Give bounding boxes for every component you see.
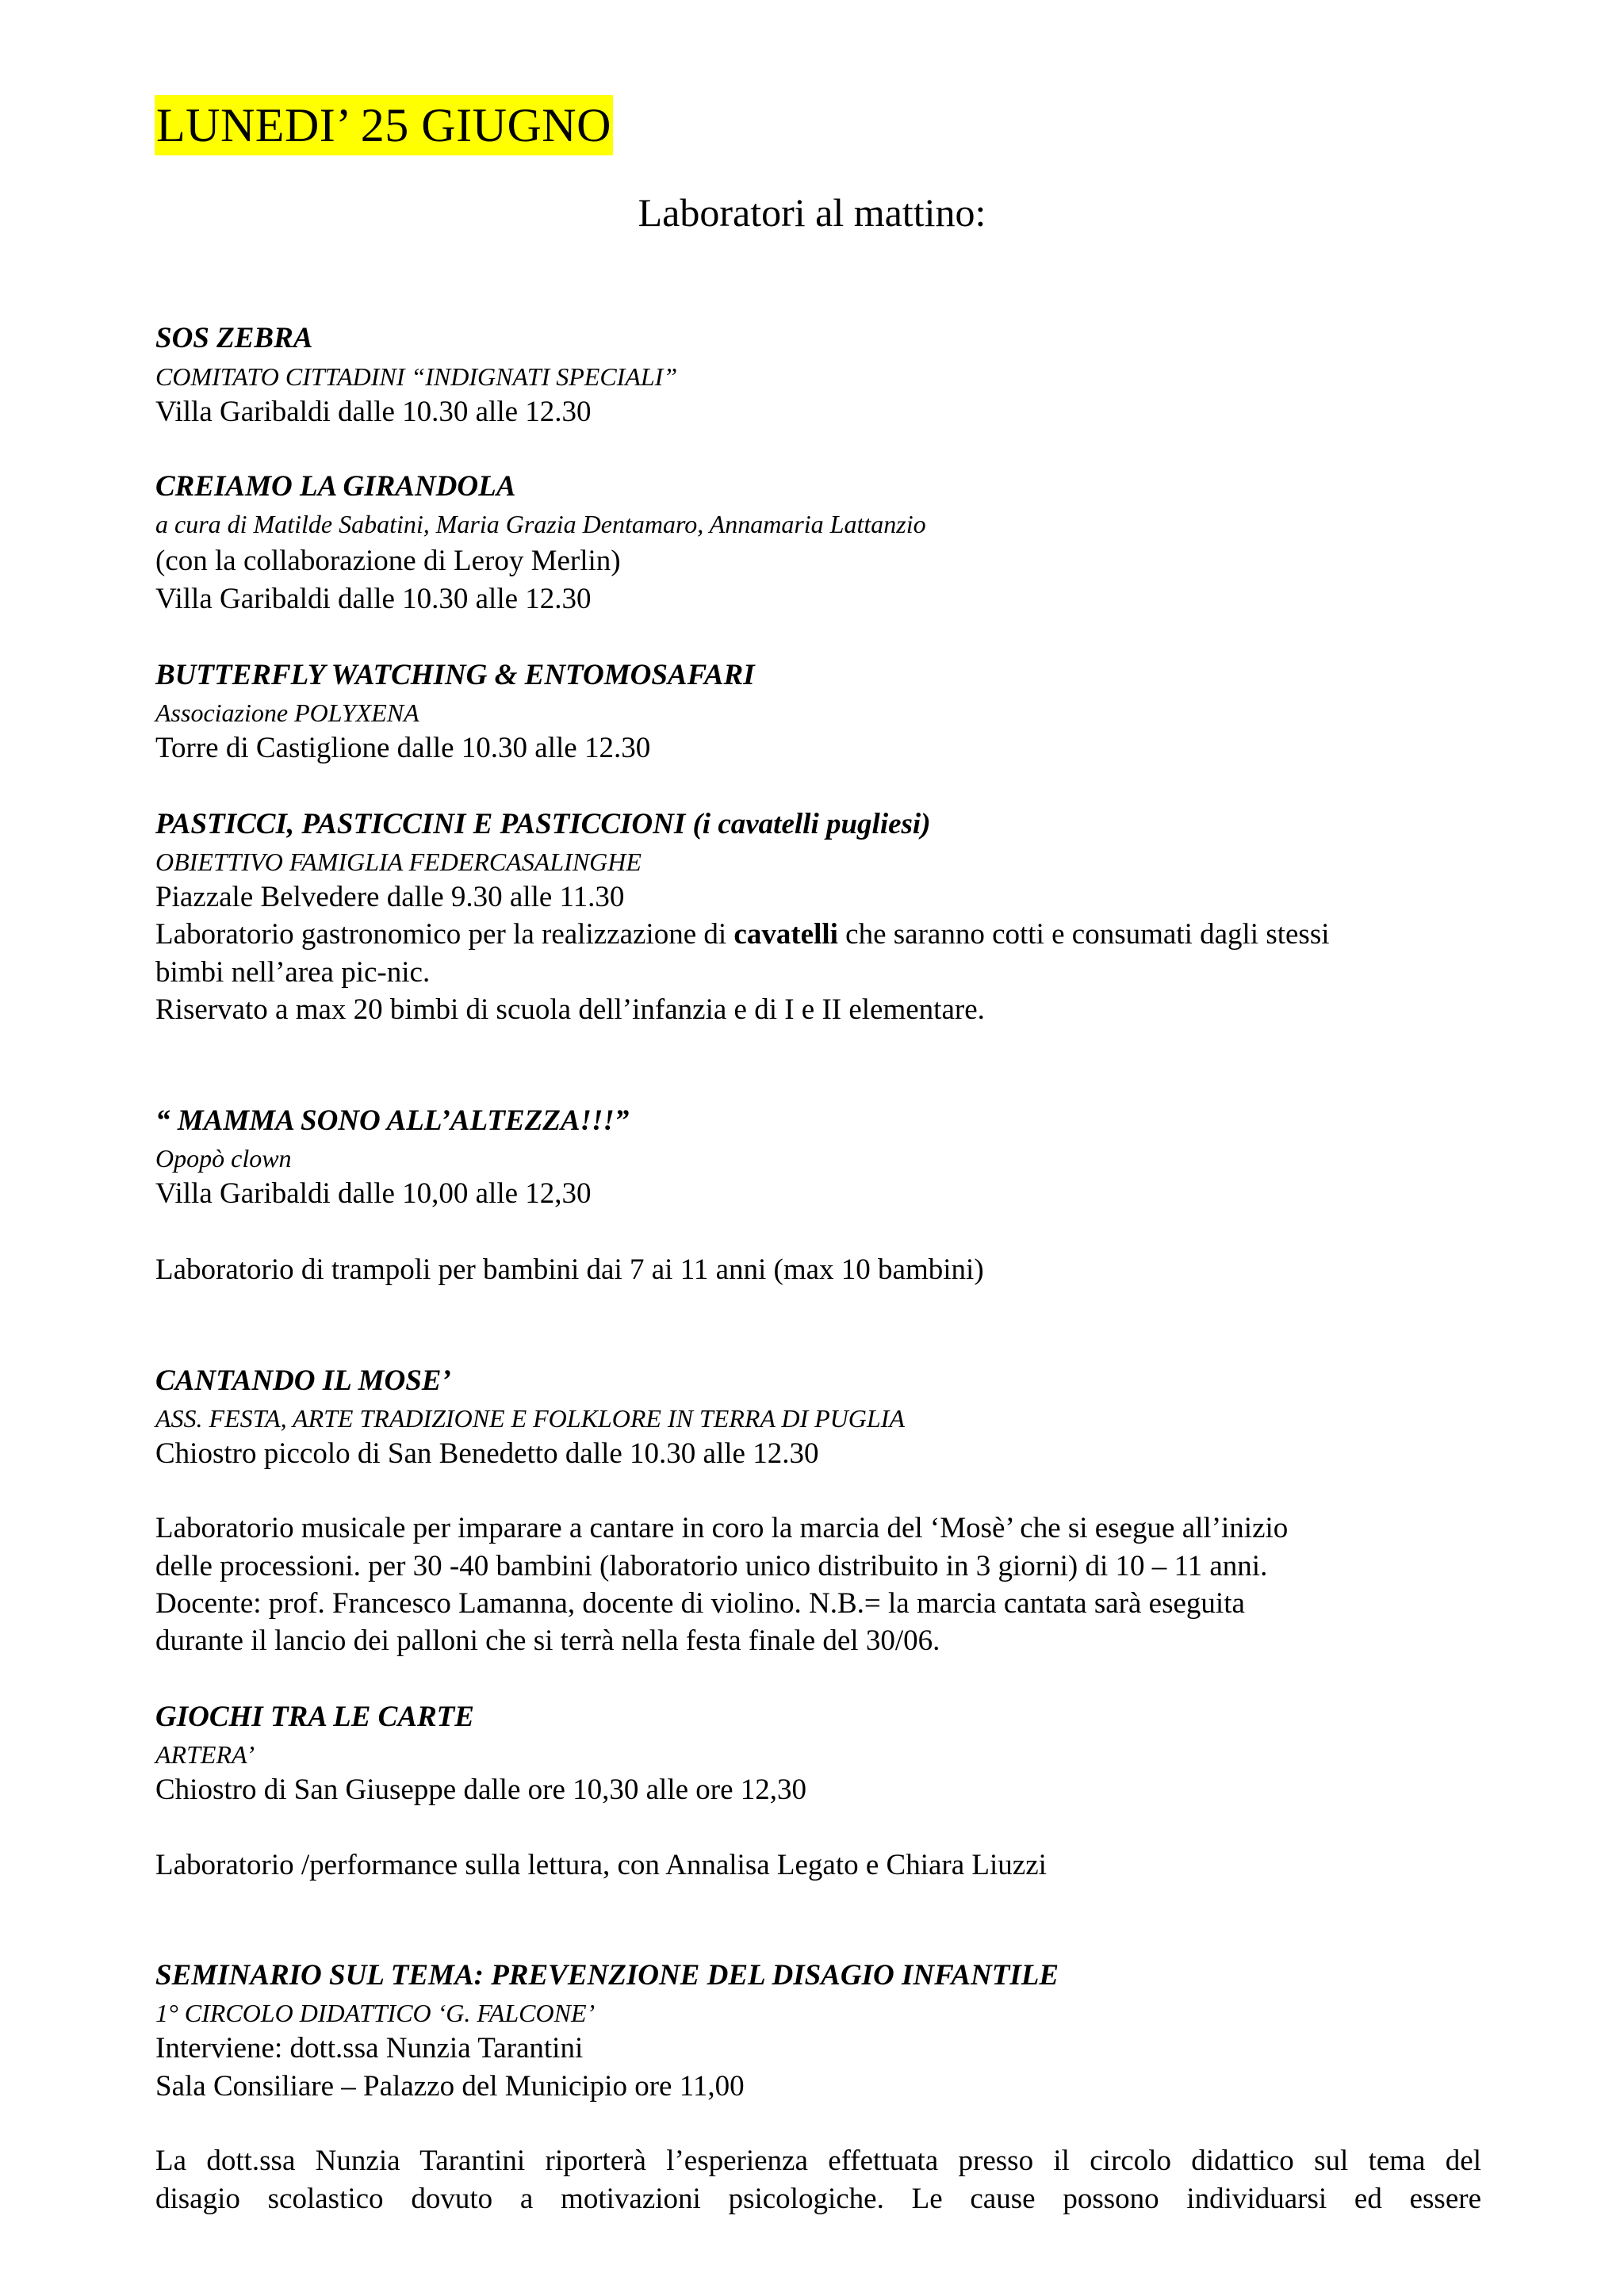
event-speaker: Interviene: dott.ssa Nunzia Tarantini — [155, 2032, 584, 2064]
event-location: Piazzale Belvedere dalle 9.30 alle 11.30 — [155, 881, 625, 913]
day-title: LUNEDI’ 25 GIUGNO — [155, 95, 613, 155]
event-location: Villa Garibaldi dalle 10.30 alle 12.30 — [155, 396, 592, 428]
event-title: CREIAMO LA GIRANDOLA — [155, 470, 516, 503]
event-note: (con la collaborazione di Leroy Merlin) — [155, 545, 621, 577]
event-title: SOS ZEBRA — [155, 322, 313, 354]
event-description: Laboratorio gastronomico per la realizzazione di cavatelli che saranno cotti e consumati dagli stessi — [155, 918, 1330, 951]
event-description: bimbi nell’area pic-nic. — [155, 956, 431, 989]
event-organizer: Associazione POLYXENA — [155, 698, 419, 727]
event-description: Laboratorio di trampoli per bambini dai 7 ai 11 anni (max 10 bambini) — [155, 1253, 984, 1286]
event-location: Torre di Castiglione dalle 10.30 alle 12.30 — [155, 732, 651, 764]
event-description: Laboratorio /performance sulla lettura, con Annalisa Legato e Chiara Liuzzi — [155, 1849, 1047, 1881]
event-title: BUTTERFLY WATCHING & ENTOMOSAFARI — [155, 659, 755, 691]
event-organizer: 1° CIRCOLO DIDATTICO ‘G. FALCONE’ — [155, 1999, 596, 2027]
event-organizer: Opopò clown — [155, 1144, 292, 1173]
event-organizer: a cura di Matilde Sabatini, Maria Grazia Dentamaro, Annamaria Lattanzio — [155, 510, 926, 538]
event-title: SEMINARIO SUL TEMA: PREVENZIONE DEL DISAGIO INFANTILE — [155, 1959, 1059, 1992]
event-location: Villa Garibaldi dalle 10.30 alle 12.30 — [155, 583, 592, 615]
event-title: CANTANDO IL MOSE’ — [155, 1364, 451, 1397]
event-location: Chiostro piccolo di San Benedetto dalle 10.30 alle 12.30 — [155, 1437, 819, 1470]
event-description: durante il lancio dei palloni che si terrà nella festa finale del 30/06. — [155, 1624, 940, 1657]
event-title: “ MAMMA SONO ALL’ALTEZZA!!!” — [155, 1104, 630, 1137]
event-organizer: ASS. FESTA, ARTE TRADIZIONE E FOLKLORE IN TERRA DI PUGLIA — [155, 1404, 905, 1433]
event-location: Villa Garibaldi dalle 10,00 alle 12,30 — [155, 1177, 592, 1210]
event-description: delle processioni. per 30 -40 bambini (laboratorio unico distribuito in 3 giorni) di 10 – 11 anni. — [155, 1550, 1268, 1582]
event-location: Sala Consiliare – Palazzo del Municipio ore 11,00 — [155, 2070, 745, 2103]
event-organizer: OBIETTIVO FAMIGLIA FEDERCASALINGHE — [155, 848, 642, 876]
event-location: Chiostro di San Giuseppe dalle ore 10,30 alle ore 12,30 — [155, 1774, 807, 1806]
event-organizer: COMITATO CITTADINI “INDIGNATI SPECIALI” — [155, 362, 678, 391]
event-title: PASTICCI, PASTICCINI E PASTICCIONI (i cavatelli pugliesi) — [155, 808, 931, 840]
event-description: La dott.ssa Nunzia Tarantini riporterà l’esperienza effettuata presso il circolo didattico sul tema del — [155, 2145, 1481, 2177]
event-title: GIOCHI TRA LE CARTE — [155, 1701, 474, 1733]
event-description: Riservato a max 20 bimbi di scuola dell’infanzia e di I e II elementare. — [155, 993, 985, 1026]
event-description: Docente: prof. Francesco Lamanna, docente di violino. N.B.= la marcia cantata sarà eseguita — [155, 1587, 1245, 1620]
event-description: disagio scolastico dovuto a motivazioni psicologiche. Le cause possono individuarsi ed essere — [155, 2183, 1481, 2215]
section-subtitle: Laboratori al mattino: — [638, 190, 986, 235]
event-description: Laboratorio musicale per imparare a cantare in coro la marcia del ‘Mosè’ che si esegue all’inizio — [155, 1512, 1289, 1544]
event-organizer: ARTERA’ — [155, 1740, 255, 1769]
